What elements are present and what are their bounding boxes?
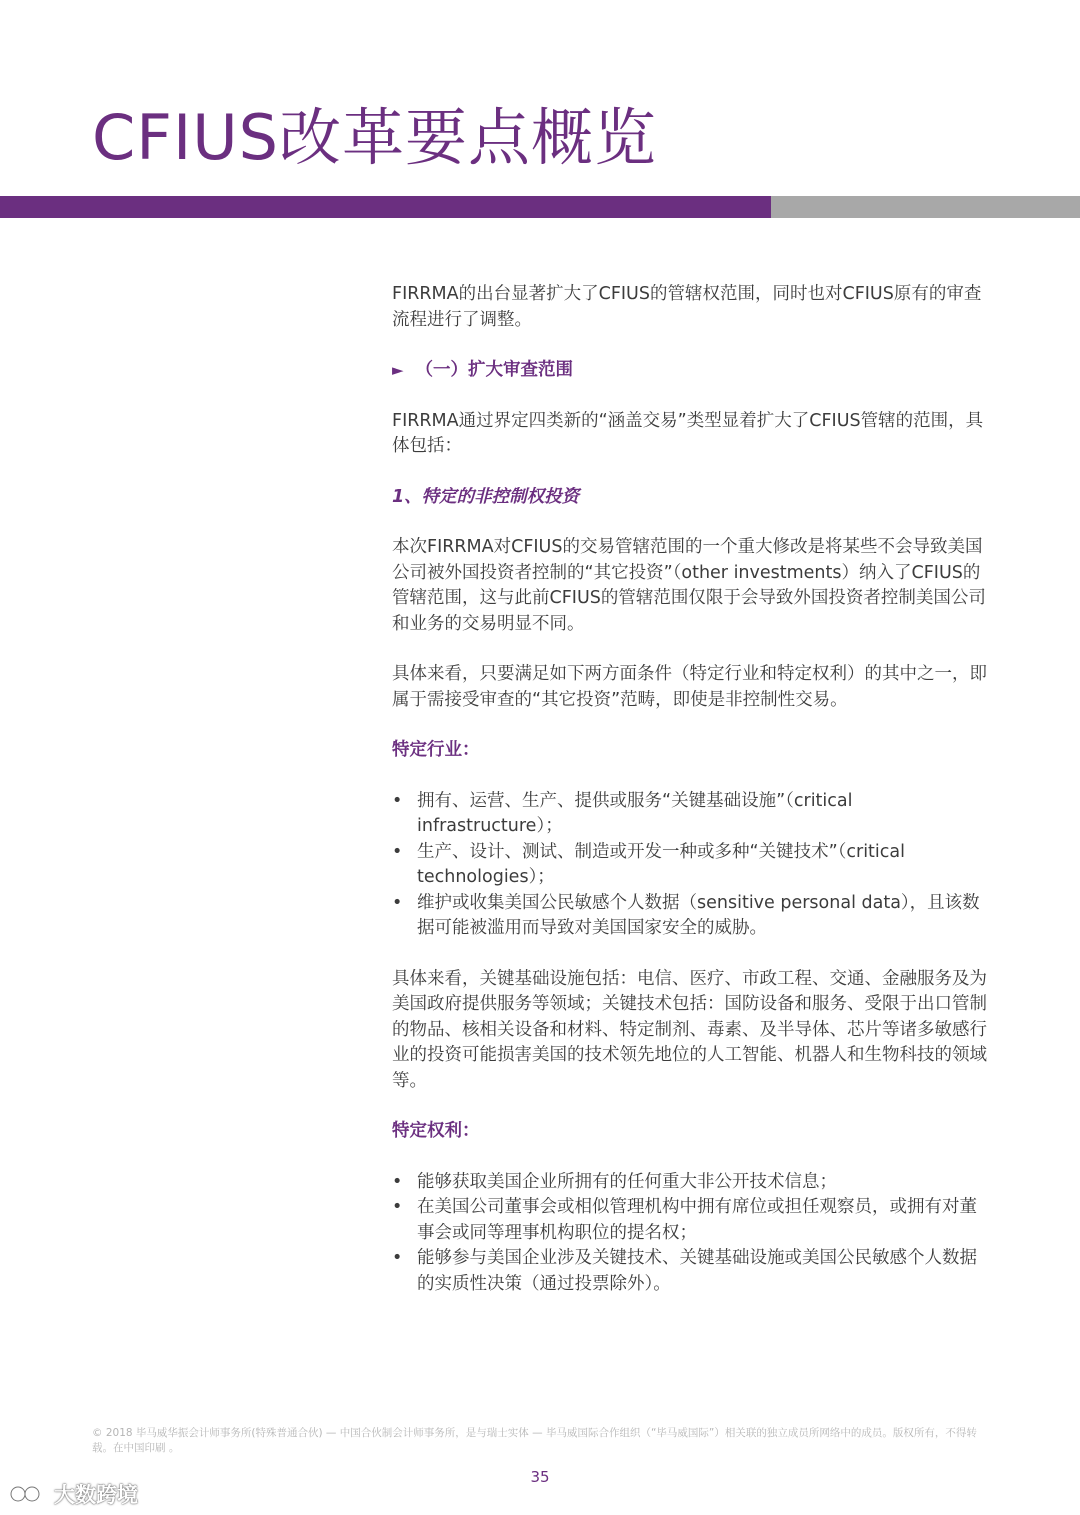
arrow-right-icon: ► [392,361,404,379]
watermark-logo-icon [8,1481,48,1507]
intro-paragraph: FIRRMA的出台显著扩大了CFIUS的管辖权范围，同时也对CFIUS原有的审查流程进行了调整。 [392,284,982,330]
list-item-text: 能够参与美国企业涉及关键技术、关键基础设施或美国公民敏感个人数据的实质性决策（通过投票除外）。 [417,1248,977,1294]
section-heading-text: （一）扩大审查范围 [415,360,574,380]
industry-list [392,789,992,942]
main-content [392,282,992,1322]
list-item [392,840,992,891]
list-item-text: 生产、设计、测试、制造或开发一种或多种“关键技术”（critical technologies）； [417,841,905,887]
bullet-icon: • [392,1248,403,1268]
list-item-text: 能够获取美国企业所拥有的任何重大非公开技术信息； [417,1171,837,1192]
list-item [392,789,992,840]
list-item-text: 在美国公司董事会或相似管理机构中拥有席位或担任观察员，或拥有对董事会或同等理事机构职位的提名权； [417,1197,977,1243]
list-item-text: 拥有、运营、生产、提供或服务“关键基础设施”（critical infrastructure）； [417,790,853,836]
bullet-icon: • [392,1171,403,1192]
bullet-icon: • [392,841,403,862]
rights-label: 特定权利： [392,1121,480,1141]
list-item [392,1246,992,1297]
list-item [392,1195,992,1246]
bullet-icon: • [392,892,403,913]
list-item [392,1170,992,1196]
page-title: CFIUS改革要点概览 [92,101,657,174]
watermark-text: 大数跨境 [54,1483,138,1507]
header-rule [0,196,1080,218]
sub-heading: 1、特定的非控制权投资 [392,486,580,507]
bullet-icon: • [392,790,403,811]
footer-copyright: © 2018 毕马威华振会计师事务所(特殊普通合伙) — 中国合伙制会计师事务所，是与瑞士实体 — 毕马威国际合作组织（“毕马威国际”）相关联的独立成员所网络中的成员。版权所有，不得转载。在中国印刷 。 [92,1427,977,1454]
header-rule-purple [0,196,771,218]
page-number: 35 [530,1468,550,1486]
industry-label: 特定行业： [392,740,480,760]
list-item-text: 维护或收集美国公民敏感个人数据（sensitive personal data），且该数据可能被滥用而导致对美国国家安全的威胁。 [417,892,980,938]
bullet-icon: • [392,1197,403,1217]
watermark [8,1478,138,1510]
header-rule-gray [771,196,1080,218]
paragraph-other-investments: 本次FIRRMA对CFIUS的交易管辖范围的一个重大修改是将某些不会导致美国公司被外国投资者控制的“其它投资”（other investments）纳入了CFIUS的管辖范围，这与此前CFIUS的管辖范围仅限于会导致外国投资者控制美国公司和业务的交易明显不同。 [392,537,986,634]
section-heading [392,358,992,384]
section-intro: FIRRMA通过界定四类新的“涵盖交易”类型显着扩大了CFIUS管辖的范围，具体包括： [392,410,984,456]
rights-list [392,1170,992,1298]
list-item [392,891,992,942]
paragraph-conditions: 具体来看，只要满足如下两方面条件（特定行业和特定权利）的其中之一，即属于需接受审查的“其它投资”范畴，即使是非控制性交易。 [392,664,987,710]
paragraph-critical-fields: 具体来看，关键基础设施包括：电信、医疗、市政工程、交通、金融服务及为美国政府提供服务等领域；关键技术包括：国防设备和服务、受限于出口管制的物品、核相关设备和材料、特定制剂、毒素、及半导体、芯片等诸多敏感行业的投资可能损害美国的技术领先地位的人工智能、机器人和生物科技的领域等。 [392,968,987,1091]
